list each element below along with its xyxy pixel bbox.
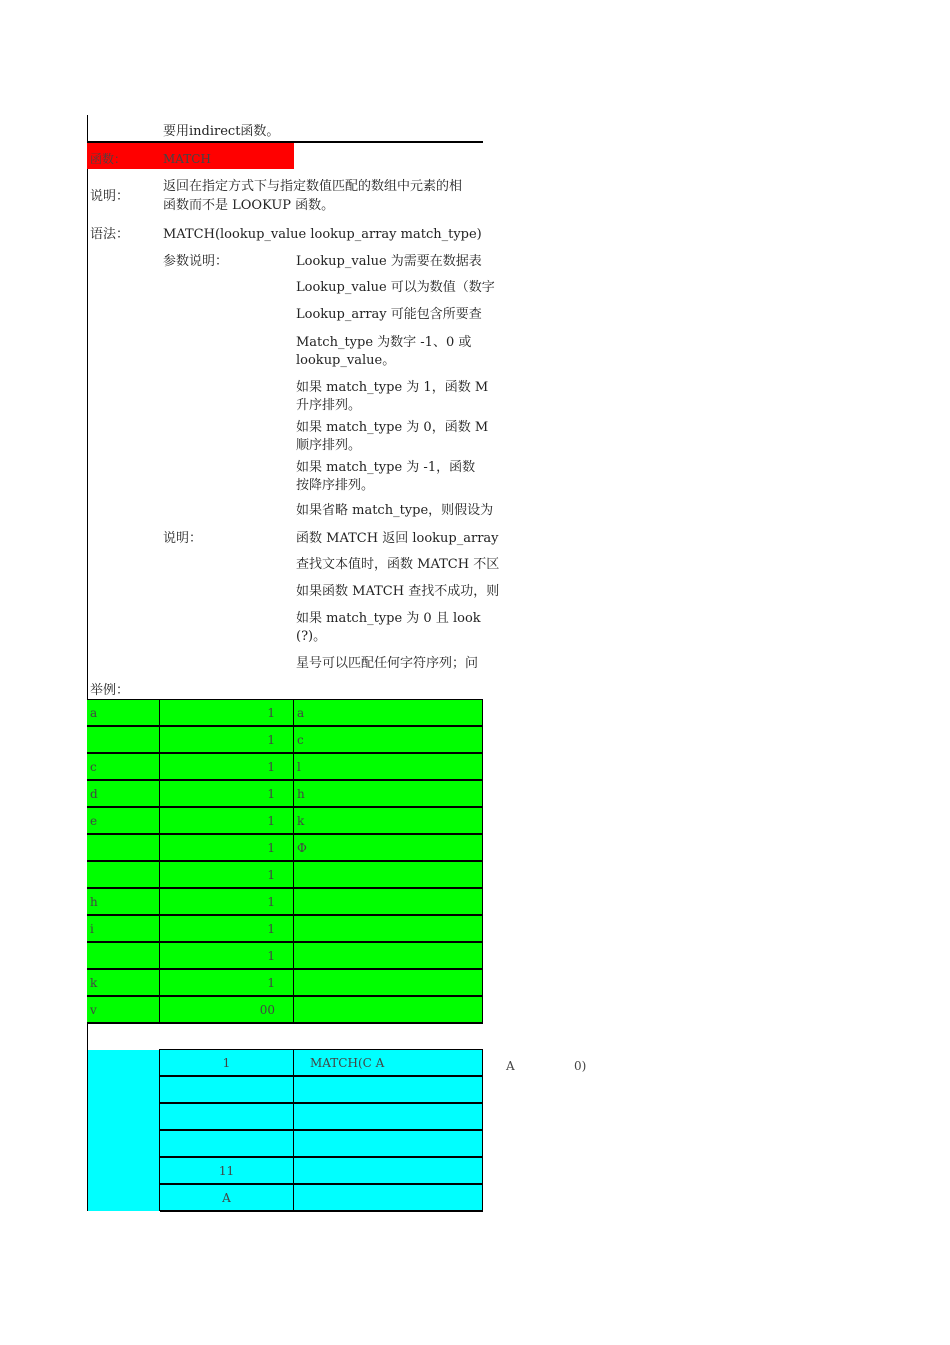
green-cell-r6-c1 [87, 835, 160, 862]
green-cell-r12-c2: 00 [160, 997, 294, 1024]
green-cell-r1-c2: 1 [160, 700, 294, 727]
cyan-cell-r1-c2: MATCH(C A [294, 1050, 483, 1077]
cyan-cell-r2-c2 [294, 1077, 483, 1104]
green-cell-r7-c3 [294, 862, 483, 889]
description-label: 说明： [90, 189, 130, 204]
green-cell-r9-c3 [294, 916, 483, 943]
notes-label: 说明： [163, 531, 203, 546]
note-line-5: 星号可以匹配任何字符序列；问 [296, 656, 479, 671]
note-line-4a: 如果 match_type 为 0 且 look [296, 611, 481, 626]
param-line-3: Lookup_array 可能包含所要查 [296, 307, 482, 322]
syntax-text: MATCH(lookup_value lookup_array match_type) [163, 227, 482, 242]
green-cell-r2-c1 [87, 727, 160, 754]
function-label: 函数： [90, 152, 127, 166]
green-cell-r2-c3: c [294, 727, 483, 754]
param-line-4a: Match_type 为数字 -1、0 或 [296, 335, 472, 350]
param-line-5b: 升序排列。 [296, 398, 362, 413]
param-line-1: Lookup_value 为需要在数据表 [296, 254, 482, 269]
note-line-1: 函数 MATCH 返回 lookup_array [296, 531, 499, 546]
green-cell-r12-c3 [294, 997, 483, 1024]
cyan-cell-r2-c1 [160, 1077, 294, 1104]
cyan-cell-r3-c1 [160, 1104, 294, 1131]
green-cell-r1-c1: a [87, 700, 160, 727]
description-line-1: 返回在指定方式下与指定数值匹配的数组中元素的相 [163, 179, 463, 194]
green-cell-r5-c3: k [294, 808, 483, 835]
green-cell-r10-c1 [87, 943, 160, 970]
cyan-cell-r4-c1 [160, 1131, 294, 1158]
params-label: 参数说明： [163, 254, 229, 269]
param-line-7b: 按降序排列。 [296, 478, 375, 493]
param-line-6b: 顺序排列。 [296, 438, 362, 453]
green-cell-r5-c1: e [87, 808, 160, 835]
param-line-7a: 如果 match_type 为 -1，函数 [296, 460, 476, 475]
cyan-cell-r1-c1: 1 [160, 1050, 294, 1077]
intro-text: 要用indirect函数。 [163, 124, 280, 139]
cyan-cell-r3-c2 [294, 1104, 483, 1131]
param-line-4b: lookup_value。 [296, 353, 396, 368]
green-cell-r3-c3: l [294, 754, 483, 781]
outside-cell-b: 0) [574, 1059, 587, 1073]
green-cell-r10-c3 [294, 943, 483, 970]
description-line-2: 函数而不是 LOOKUP 函数。 [163, 198, 335, 213]
cyan-cell-r6-c2 [294, 1185, 483, 1212]
cyan-left-block [88, 1050, 160, 1211]
left-border-line [87, 115, 88, 1211]
green-cell-r4-c1: d [87, 781, 160, 808]
green-cell-r7-c2: 1 [160, 862, 294, 889]
green-cell-r11-c3 [294, 970, 483, 997]
cyan-cell-r5-c2 [294, 1158, 483, 1185]
green-cell-r4-c3: h [294, 781, 483, 808]
green-cell-r7-c1 [87, 862, 160, 889]
green-cell-r2-c2: 1 [160, 727, 294, 754]
green-cell-r3-c1: c [87, 754, 160, 781]
green-cell-r5-c2: 1 [160, 808, 294, 835]
syntax-label: 语法： [90, 227, 130, 242]
green-cell-r1-c3: a [294, 700, 483, 727]
note-line-3: 如果函数 MATCH 查找不成功，则 [296, 584, 500, 599]
function-name: MATCH [163, 152, 211, 166]
green-cell-r8-c1: h [87, 889, 160, 916]
green-cell-r11-c2: 1 [160, 970, 294, 997]
green-cell-r10-c2: 1 [160, 943, 294, 970]
green-cell-r11-c1: k [87, 970, 160, 997]
green-cell-r12-c1: v [87, 997, 160, 1024]
cyan-cell-r6-c1: A [160, 1185, 294, 1212]
green-cell-r9-c1: i [87, 916, 160, 943]
note-line-4b: (?)。 [296, 629, 327, 644]
param-line-6a: 如果 match_type 为 0，函数 M [296, 420, 489, 435]
cyan-cell-r4-c2 [294, 1131, 483, 1158]
cyan-cell-r5-c1: 11 [160, 1158, 294, 1185]
green-cell-r3-c2: 1 [160, 754, 294, 781]
green-cell-r8-c2: 1 [160, 889, 294, 916]
example-label: 举例： [90, 683, 130, 698]
green-cell-r8-c3 [294, 889, 483, 916]
green-cell-r9-c2: 1 [160, 916, 294, 943]
outside-cell-a: A [506, 1059, 515, 1073]
green-cell-r6-c3: Φ [294, 835, 483, 862]
param-line-2: Lookup_value 可以为数值（数字 [296, 280, 495, 295]
param-line-5a: 如果 match_type 为 1，函数 M [296, 380, 489, 395]
note-line-2: 查找文本值时，函数 MATCH 不区 [296, 557, 500, 572]
green-cell-r6-c2: 1 [160, 835, 294, 862]
param-line-8: 如果省略 match_type，则假设为 [296, 503, 494, 518]
green-cell-r4-c2: 1 [160, 781, 294, 808]
